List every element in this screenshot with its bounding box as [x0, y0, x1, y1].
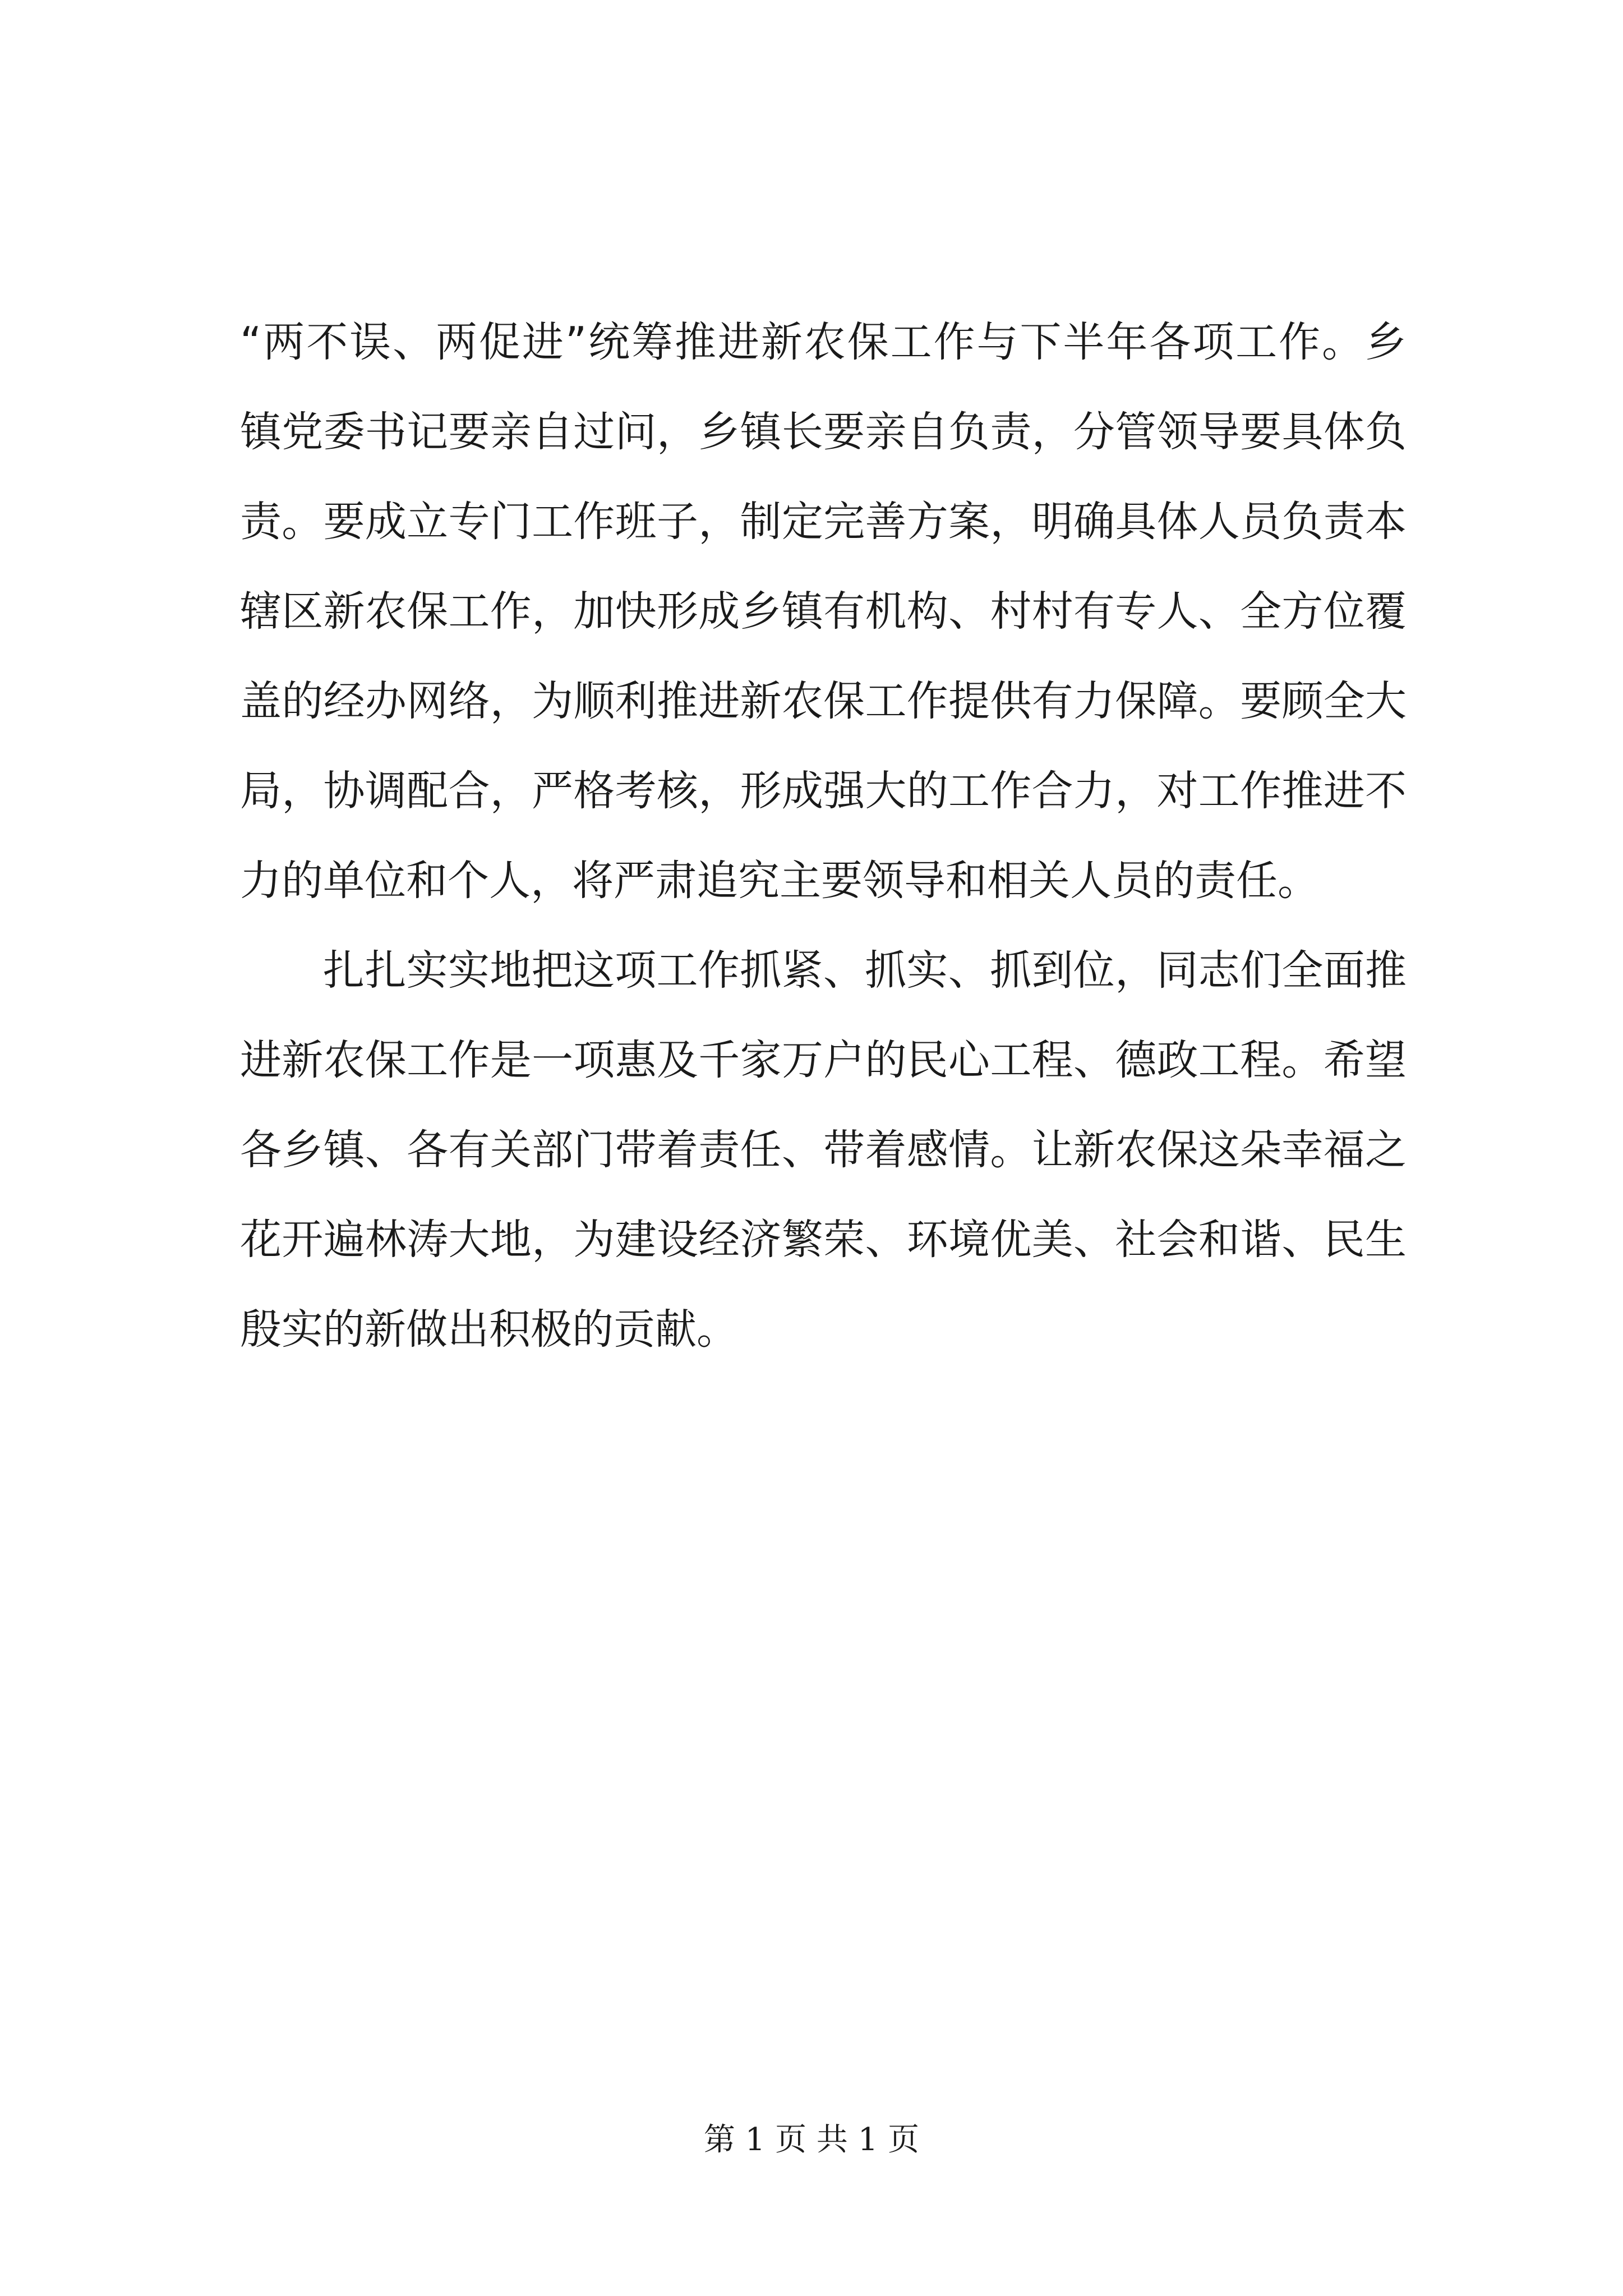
text-line: 花开遍林涛大地，为建设经济繁荣、环境优美、社会和谐、民生	[240, 1216, 1407, 1264]
paragraph-2	[240, 926, 1407, 1374]
text-line: 盖的经办网络，为顺利推进新农保工作提供有力保障。要顾全大	[240, 677, 1407, 725]
text-line: 进新农保工作是一项惠及千家万户的民心工程、德政工程。希望	[240, 1036, 1407, 1084]
text-line: 殷实的新做出积极的贡献。	[240, 1305, 738, 1354]
paragraph-1	[240, 297, 1407, 926]
text-line: 责。要成立专门工作班子，制定完善方案，明确具体人员负责本	[240, 498, 1407, 546]
text-line: 辖区新农保工作，加快形成乡镇有机构、村村有专人、全方位覆	[240, 587, 1407, 636]
text-line: 各乡镇、各有关部门带着责任、带着感情。让新农保这朵幸福之	[240, 1126, 1407, 1174]
text-line: 局，协调配合，严格考核，形成强大的工作合力，对工作推进不	[240, 767, 1407, 815]
document-body	[240, 297, 1407, 1374]
text-line: 扎扎实实地把这项工作抓紧、抓实、抓到位，同志们全面推	[323, 946, 1407, 995]
text-line: 力的单位和个人，将严肃追究主要领导和相关人员的责任。	[240, 857, 1319, 905]
page-footer	[0, 2120, 1623, 2160]
text-line: “两不误、两促进”统筹推进新农保工作与下半年各项工作。乡	[240, 318, 1407, 366]
page-number-label: 第 1 页 共 1 页	[703, 2122, 920, 2158]
text-line: 镇党委书记要亲自过问，乡镇长要亲自负责，分管领导要具体负	[240, 408, 1407, 456]
